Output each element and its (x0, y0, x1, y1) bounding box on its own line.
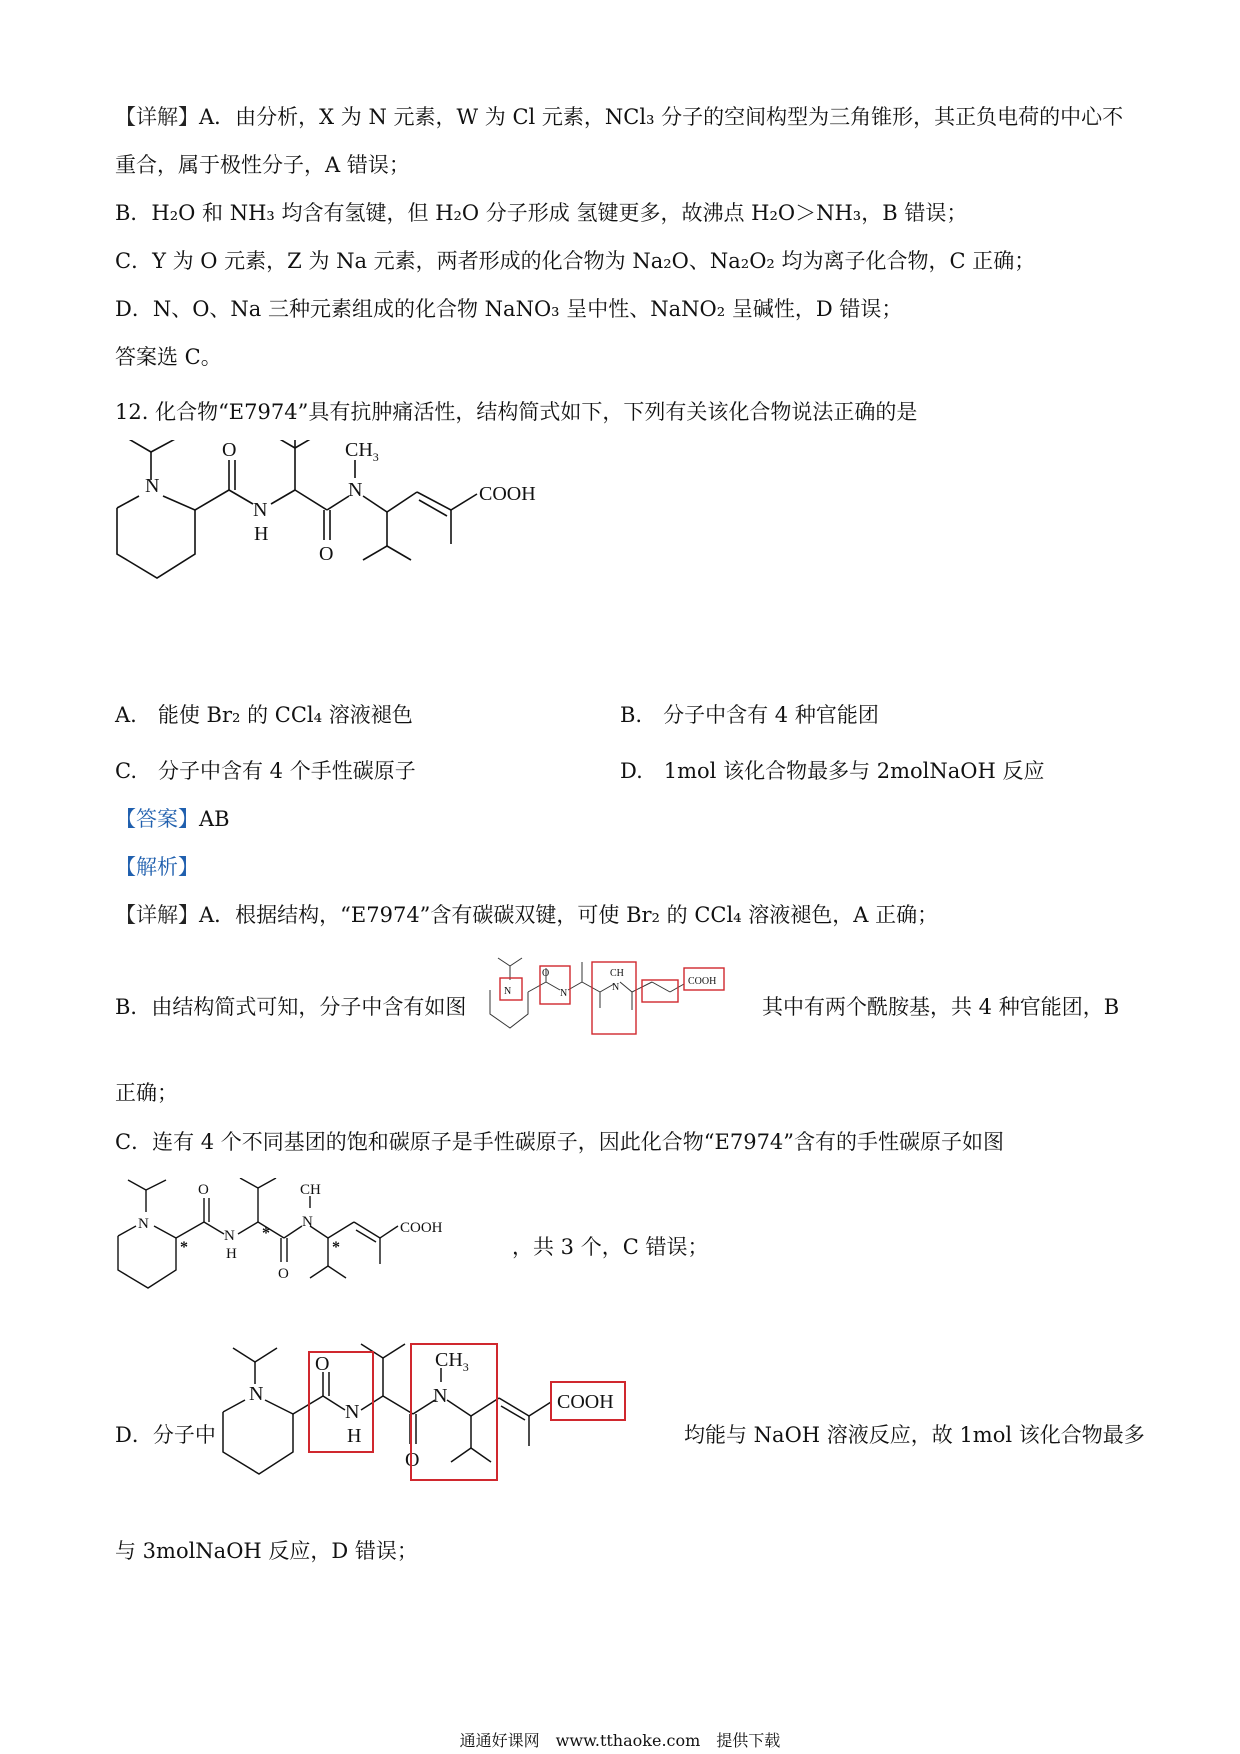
answer-tag: 【答案】 (115, 807, 199, 831)
d-atom-o2: O (405, 1449, 420, 1471)
detail-c-post: ，共 3 个，C 错误； (512, 1235, 709, 1259)
detail-line-4: C．Y 为 O 元素，Z 为 Na 元素，两者形成的化合物为 Na₂O、Na₂O₂ 均为离子化合物，C 正确； (115, 249, 1036, 273)
atom-o-1: O (222, 440, 237, 461)
c-atom-nh: N (224, 1228, 235, 1244)
detail-b-pre: B．由结构简式可知，分子中含有如图 (115, 995, 467, 1019)
atom-nh-h: H (254, 523, 269, 545)
structure-b-highlight (484, 956, 754, 1056)
b-atom-nh: N (560, 988, 568, 999)
footer: 通通好课网 www.tthaoke.com 提供下载 (459, 1731, 781, 1750)
structure-c-chiral (110, 1178, 510, 1318)
c-atom-cooh: COOH (400, 1220, 443, 1236)
answer-value: AB (199, 807, 230, 831)
atom-ch3: $CH_3$ (345, 440, 379, 464)
detail-c-line: C．连有 4 个不同基团的饱和碳原子是手性碳原子，因此化合物“E7974”含有的手性碳原子如图 (115, 1130, 1005, 1154)
d-atom-nh: N (345, 1401, 360, 1423)
b-atom-n: N (504, 986, 512, 997)
chiral-mark-2: * (262, 1225, 270, 1242)
option-c: C. 分子中含有 4 个手性碳原子 (115, 759, 416, 783)
c-atom-n2: N (302, 1214, 313, 1230)
detail-d-pre: D．分子中 (115, 1423, 216, 1447)
c-atom-o2: O (278, 1266, 289, 1282)
analysis-tag: 【解析】 (115, 855, 199, 879)
c-atom-n: N (138, 1216, 149, 1232)
b-atom-cooh: COOH (688, 976, 717, 987)
d-atom-ch3: $CH_3$ (435, 1349, 469, 1374)
d-atom-o1: O (315, 1353, 330, 1375)
detail-b-cont: 正确； (115, 1081, 178, 1105)
option-b: B. 分子中含有 4 种官能团 (620, 703, 879, 727)
d-atom-cooh: COOH (557, 1391, 614, 1413)
d-atom-n: N (249, 1383, 264, 1405)
c-atom-h: H (226, 1246, 237, 1262)
detail-d-post: 均能与 NaOH 溶液反应，故 1mol 该化合物最多 (684, 1423, 1145, 1447)
atom-n-methyl: N (348, 479, 363, 501)
structure-d-highlight (215, 1338, 675, 1508)
structure-e7974 (105, 440, 585, 630)
b-atom-o: O (542, 968, 550, 979)
atom-n-ring: N (145, 475, 160, 497)
question-12: 12. 化合物“E7974”具有抗肿痛活性，结构简式如下，下列有关该化合物说法正确的是 (115, 400, 918, 424)
b-atom-ch3: CH (610, 968, 624, 979)
option-a: A. 能使 Br₂ 的 CCl₄ 溶液褪色 (115, 703, 413, 727)
atom-cooh: COOH (479, 483, 536, 505)
detail-line-2: 重合，属于极性分子，A 错误； (115, 153, 410, 177)
c-atom-o1: O (198, 1182, 209, 1198)
chiral-mark-3: * (332, 1239, 340, 1256)
chiral-mark-1: * (180, 1239, 188, 1256)
b-atom-n2: N (612, 982, 620, 993)
d-atom-n2: N (433, 1385, 448, 1407)
detail-a-text: A．根据结构，“E7974”含有碳碳双键，可使 Br₂ 的 CCl₄ 溶液褪色，A 正确； (199, 903, 939, 927)
d-atom-h: H (347, 1425, 362, 1447)
analysis-line (115, 852, 199, 882)
c-atom-ch3: CH (300, 1182, 321, 1198)
detail-d-cont: 与 3molNaOH 反应，D 错误； (115, 1539, 418, 1563)
detail-line-5: D．N、O、Na 三种元素组成的化合物 NaNO₃ 呈中性、NaNO₂ 呈碱性，D 错误； (115, 297, 903, 321)
detail-tag: 【详解】 (115, 105, 199, 129)
detail-text-1: A．由分析，X 为 N 元素，W 为 Cl 元素，NCl₃ 分子的空间构型为三角锥形，其正负电荷的中心不 (199, 105, 1124, 129)
answer-choice-line: 答案选 C。 (115, 345, 222, 369)
option-d: D. 1mol 该化合物最多与 2molNaOH 反应 (620, 759, 1045, 783)
detail-a-tag: 【详解】 (115, 903, 199, 927)
atom-o-2: O (319, 543, 334, 565)
answer-line (115, 804, 230, 834)
detail-b-post: 其中有两个酰胺基，共 4 种官能团，B (762, 995, 1120, 1019)
detail-a-line (115, 900, 938, 930)
detail-line-3: B．H₂O 和 NH₃ 均含有氢键，但 H₂O 分子形成 氢键更多，故沸点 H₂O＞NH₃，B 错误； (115, 201, 968, 225)
atom-nh-n: N (253, 499, 268, 521)
detail-line-1 (115, 102, 1123, 132)
